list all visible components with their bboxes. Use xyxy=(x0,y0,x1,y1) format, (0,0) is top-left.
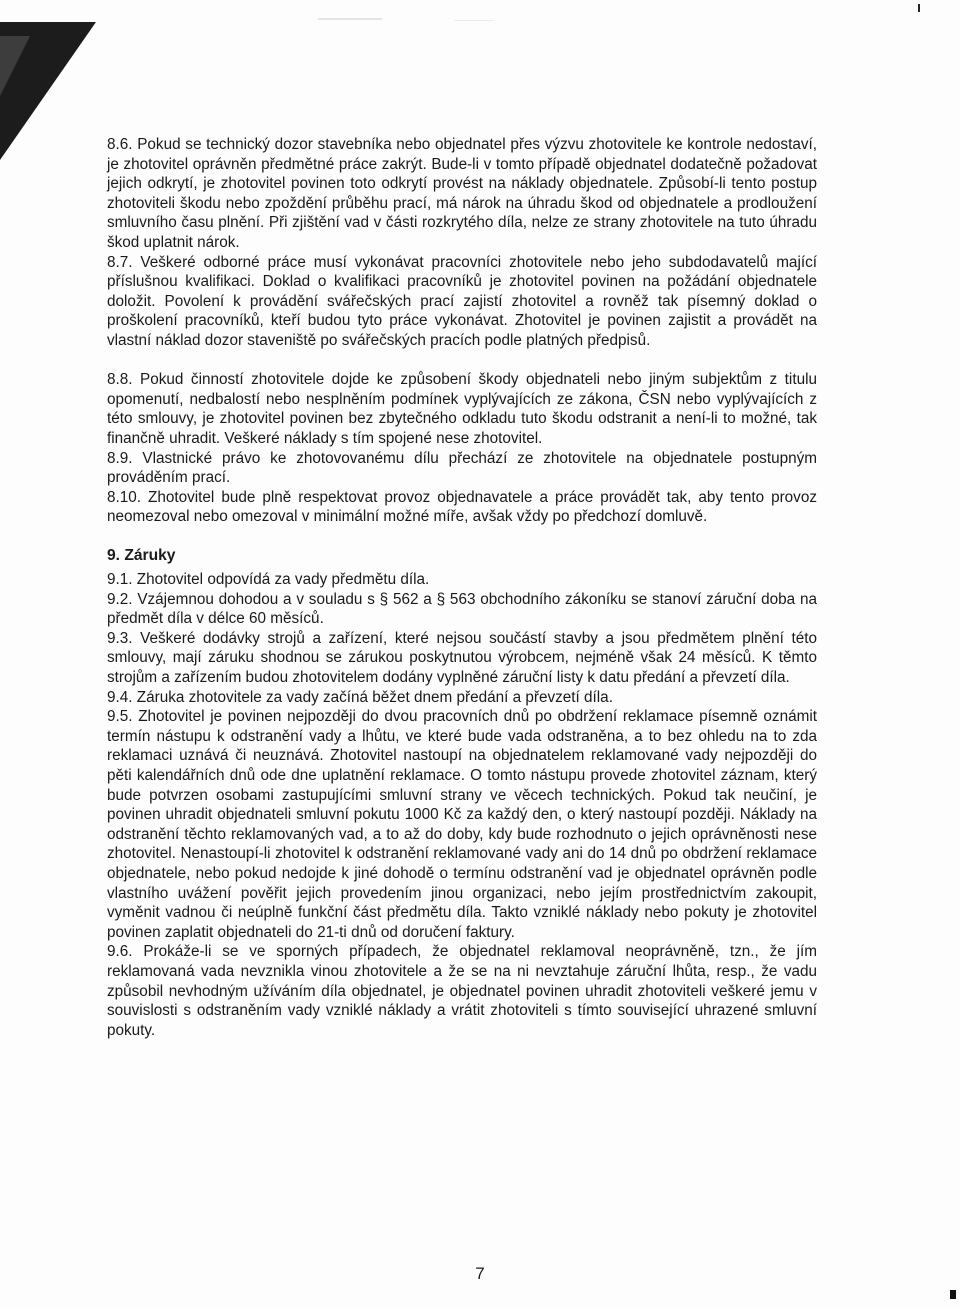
paragraph-9-3: 9.3. Veškeré dodávky strojů a zařízení, které nejsou součástí stavby a jsou předmětem plnění této smlouvy, mají záruku shodnou se zárukou poskytnutou výrobcem, nejméně však 24 měsíců. K těmto strojům a zařízením budou zhotovitelem dodány vyplněné záruční listy k datu předání a převzetí díla. xyxy=(107,629,817,687)
paragraph-9-5: 9.5. Zhotovitel je povinen nejpozději do dvou pracovních dnů po obdržení reklamace písemně oznámit termín nástupu k odstranění vady a lhůtu, ve které bude vada odstraněna, a to bez ohledu na to zda reklamaci uznává či neuznává. Zhotovitel nastoupí na objednatelem reklamované vady nejpozději do pěti kalendářních dnů ode dne uplatnění reklamace. O tomto nástupu provede zhotovitel záznam, který bude potvrzen osobami zastupujícími smluvní strany ve věcech technických. Pokud tak neučiní, je povinen uhradit objednateli smluvní pokutu 1000 Kč za každý den, o který nastoupí později. Náklady na odstranění těchto reklamovaných vad, a to až do doby, kdy bude rozhodnuto o jejich oprávněnosti nese zhotovitel. Nenastoupí-li zhotovitel k odstranění reklamované vady ani do 14 dnů po obdržení reklamace objednatele, nebo pokud nedojde k jiné dohodě o termínu odstranění vad je objednatel oprávněn podle vlastního uvážení pověřit jejich provedením jinou organizaci, nebo jejím prostřednictvím zakoupit, vyměnit vadnou či neúplně funkční část předmětu díla. Takto vzniklé náklady nebo pokuty je zhotovitel povinen zaplatit objednateli do 21-ti dnů od doručení faktury. xyxy=(107,708,817,941)
page-number: 7 xyxy=(475,1264,485,1283)
paragraph-8-7: 8.7. Veškeré odborné práce musí vykonávat pracovníci zhotovitele nebo jeho subdodavatelů mající příslušnou kvalifikaci. Doklad o kvalifikaci pracovníků je zhotovitel povinen na požádání objednatele doložit. Povolení k provádění svářečských prací zajistí zhotovitel a rovněž tak písemný doklad o proškolení pracovníků, kteří budou tyto práce vykonávat. Zhotovitel je povinen zajistit a provádět na vlastní náklad dozor staveniště po svářečských pracích podle platných předpisů. xyxy=(107,253,817,349)
document-body xyxy=(107,135,817,1040)
scan-smudge xyxy=(454,20,494,21)
paragraph-8-10: 8.10. Zhotovitel bude plně respektovat provoz objednavatele a práce provádět tak, aby tento provoz neomezoval nebo omezoval v minimální možné míře, avšak vždy po předchozí domluvě. xyxy=(107,488,817,526)
paragraph-8-8: 8.8. Pokud činností zhotovitele dojde ke způsobení škody objednateli nebo jiným subjektům z titulu opomenutí, nedbalostí nebo nesplněním podmínek vyplývajících ze zákona, ČSN nebo vyplývajících z této smlouvy, je zhotovitel povinen bez zbytečného odkladu tuto škodu odstranit a není-li to možné, tak finančně uhradit. Veškeré náklady s tím spojené nese zhotovitel. xyxy=(107,371,817,447)
paragraph-9-6: 9.6. Prokáže-li se ve sporných případech, že objednatel reklamoval neoprávněně, tzn., že jím reklamovaná vada nevznikla vinou zhotovitele a že se na ni nevztahuje záruční lhůta, resp., že vadu způsobil nevhodným užíváním díla objednatel, je objednatel povinen uhradit zhotoviteli veškeré jemu v souvislosti s odstraněním vady vzniklé náklady a vrátit zhotoviteli s tímto související uhrazené smluvní pokuty. xyxy=(107,943,817,1039)
scan-mark xyxy=(950,1290,956,1299)
scan-shadow-corner xyxy=(0,0,96,160)
paragraph-8-6: 8.6. Pokud se technický dozor stavebníka nebo objednatel přes výzvu zhotovitele ke kontrole nedostaví, je zhotovitel oprávněn předmětné práce zakrýt. Bude-li v tomto případě objednatel dodatečně požadovat jejich odkrytí, je zhotovitel povinen toto odkrytí provést na náklady objednatele. Způsobí-li tento postup zhotoviteli škodu nebo zpoždění průběhu prací, má nárok na úhradu škod od objednatele a prodloužení smluvního času plnění. Při zjištění vad v části rozkrytého díla, nelze ze strany zhotovitele na tuto úhradu škod uplatnit nárok. xyxy=(107,136,817,251)
scan-smudge xyxy=(318,18,382,20)
scan-mark xyxy=(918,4,920,12)
section-heading-zaruky: 9. Záruky xyxy=(107,547,176,565)
paragraph-8-9: 8.9. Vlastnické právo ke zhotovovanému dílu přechází ze zhotovitele na objednatele postupným prováděním prací. xyxy=(107,449,817,487)
paragraph-9-4: 9.4. Záruka zhotovitele za vady začíná běžet dnem předání a převzetí díla. xyxy=(107,688,613,706)
paragraph-9-1: 9.1. Zhotovitel odpovídá za vady předmětu díla. xyxy=(107,571,430,589)
paragraph-9-2: 9.2. Vzájemnou dohodou a v souladu s § 562 a § 563 obchodního zákoníku se stanoví záruční doba na předmět díla v délce 60 měsíců. xyxy=(107,590,817,628)
